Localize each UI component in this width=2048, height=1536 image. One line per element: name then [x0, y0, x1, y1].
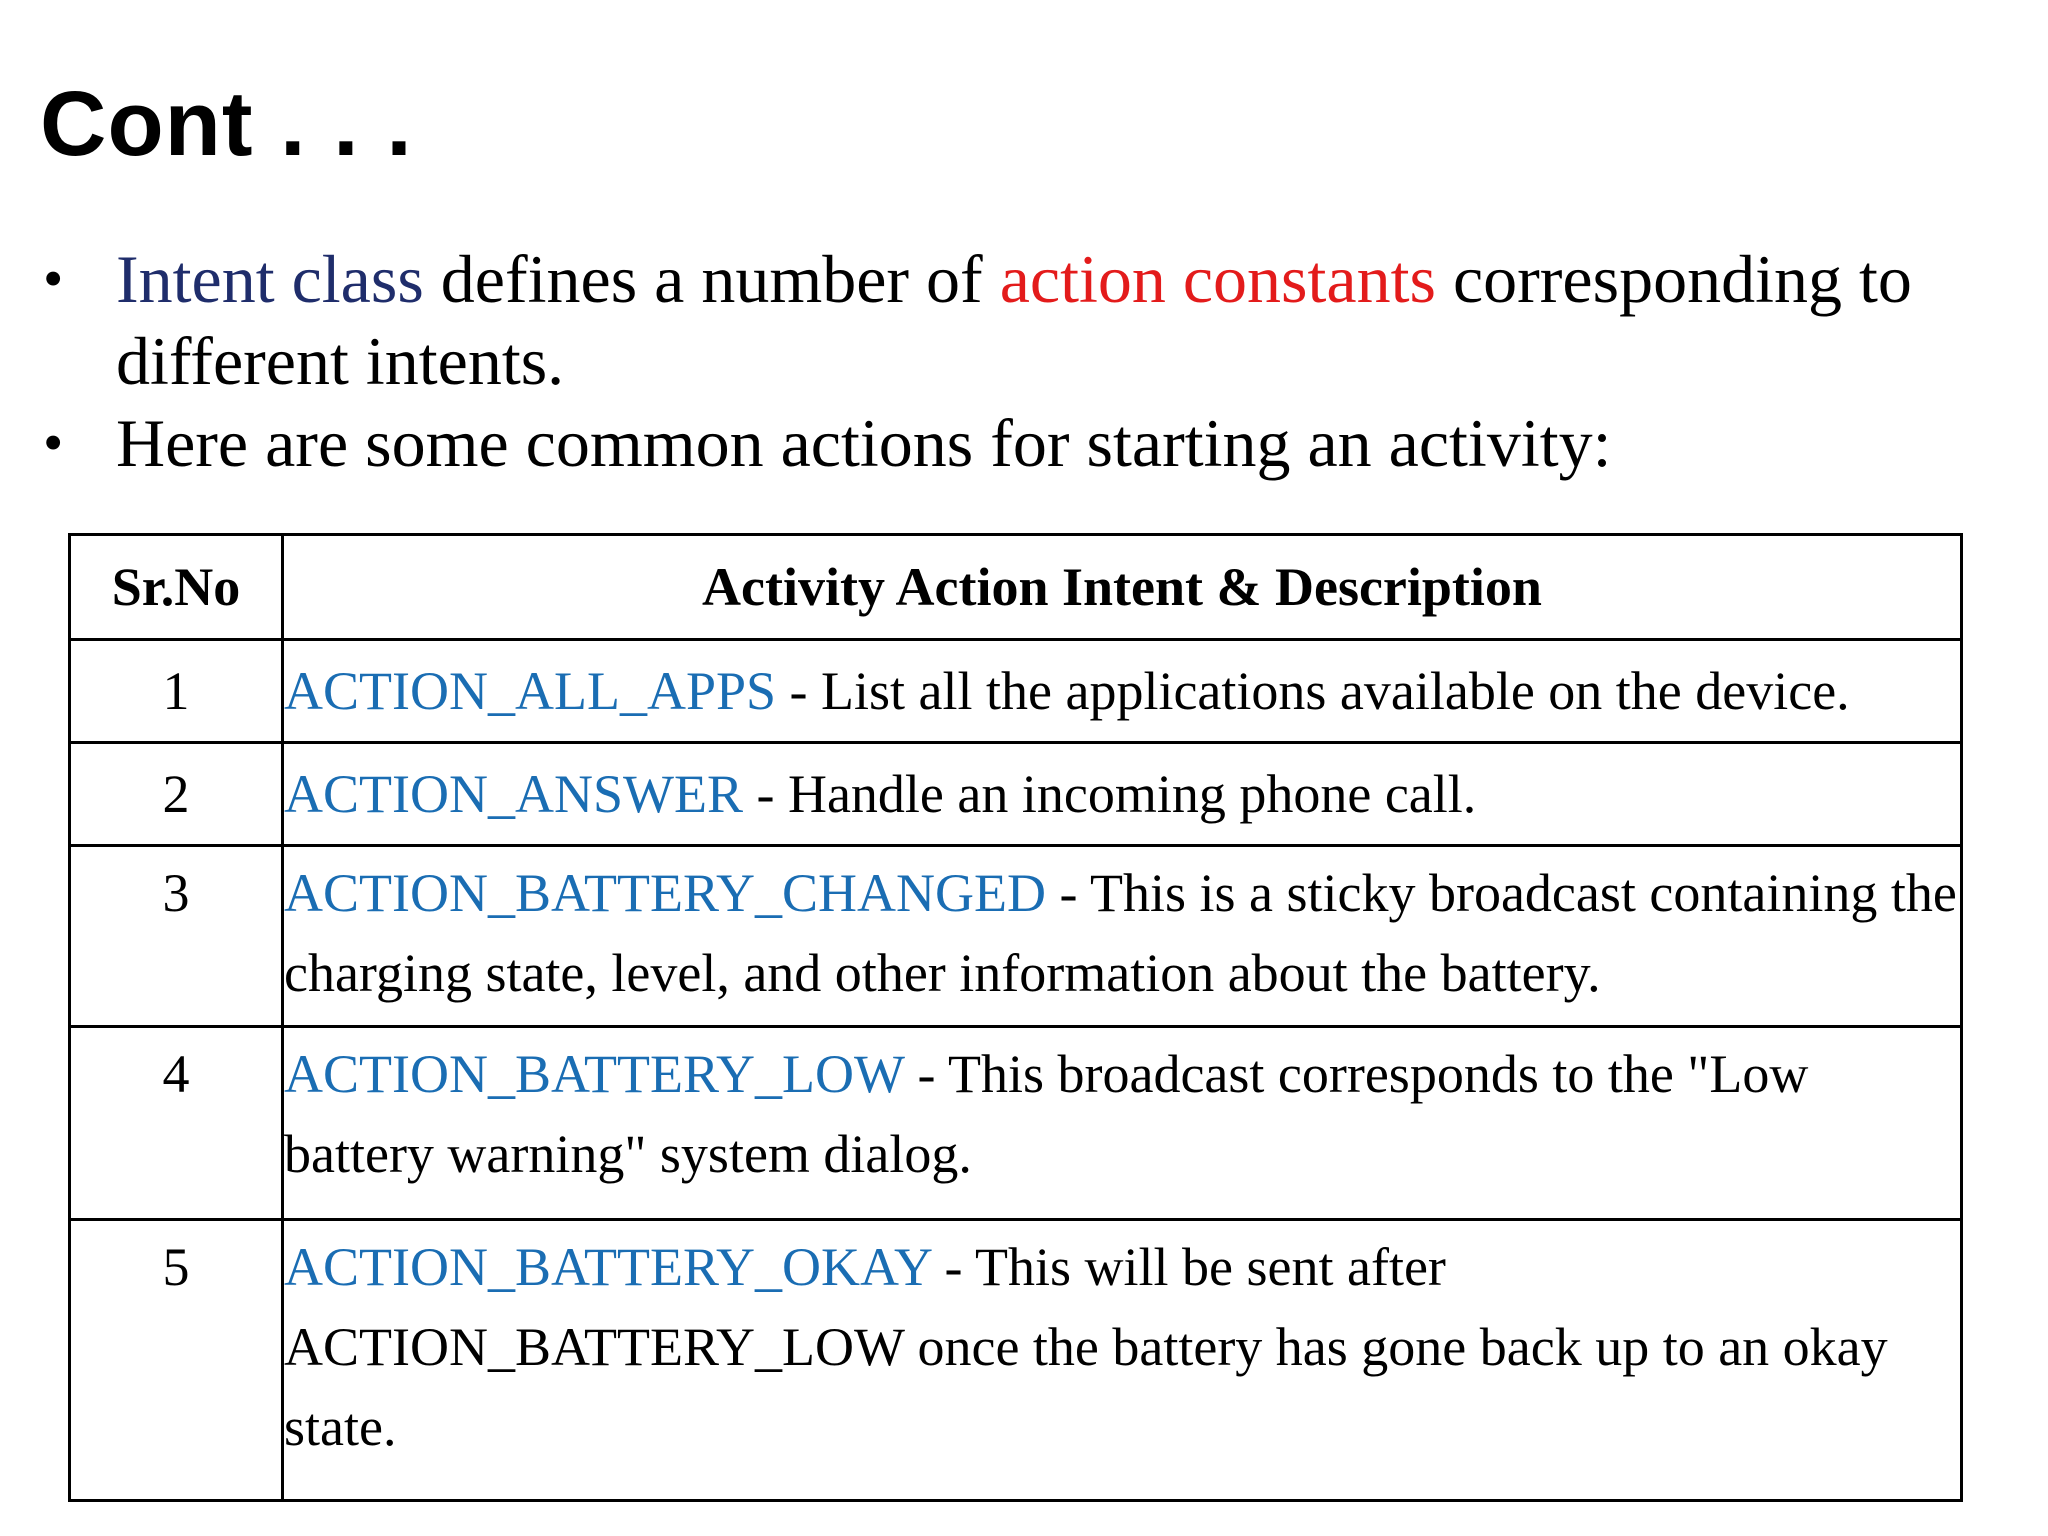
bullet-text: Here are some common actions for starting an activity: — [116, 405, 1612, 481]
header-sr-no: Sr.No — [70, 535, 283, 640]
actions-table — [68, 533, 1963, 1502]
bullet-item — [40, 238, 2020, 402]
intent-class-highlight: Intent class — [116, 241, 424, 317]
row-number: 5 — [70, 1220, 283, 1501]
table-header-row — [70, 535, 1962, 640]
table-row — [70, 640, 1962, 743]
row-description — [283, 1027, 1962, 1220]
bullet-list — [40, 238, 2020, 484]
action-name: ACTION_BATTERY_CHANGED — [284, 863, 1046, 923]
table-row — [70, 1027, 1962, 1220]
table-row — [70, 743, 1962, 846]
action-description: - This is a sticky broadcast containing the charging state, level, and other information about the battery. — [284, 863, 1957, 1003]
table-row — [70, 846, 1962, 1027]
bullet-item — [40, 402, 2020, 484]
row-number: 3 — [70, 846, 283, 1027]
row-description — [283, 846, 1962, 1027]
action-name: ACTION_ALL_APPS — [284, 661, 777, 721]
row-description — [283, 743, 1962, 846]
action-description: - This broadcast corresponds to the "Low battery warning" system dialog. — [284, 1044, 1809, 1184]
action-name: ACTION_BATTERY_OKAY — [284, 1237, 932, 1297]
action-constants-highlight: action constants — [999, 241, 1436, 317]
action-description: - Handle an incoming phone call. — [742, 764, 1477, 824]
row-number: 2 — [70, 743, 283, 846]
bullet-dot: • — [43, 246, 64, 311]
row-number: 4 — [70, 1027, 283, 1220]
action-name: ACTION_ANSWER — [284, 764, 743, 824]
action-name: ACTION_BATTERY_LOW — [284, 1044, 904, 1104]
row-description — [283, 1220, 1962, 1501]
row-number: 1 — [70, 640, 283, 743]
table-row — [70, 1220, 1962, 1501]
bullet-dot: • — [43, 410, 64, 475]
slide-title: Cont . . . — [40, 73, 413, 175]
bullet-text: corresponding to different intents. — [116, 241, 1912, 399]
bullet-text: defines a number of — [423, 241, 1000, 317]
action-description: - List all the applications available on the device. — [776, 661, 1850, 721]
header-description: Activity Action Intent & Description — [283, 535, 1962, 640]
action-description: - This will be sent after ACTION_BATTERY_LOW once the battery has gone back up to an okay state. — [284, 1237, 1888, 1457]
row-description — [283, 640, 1962, 743]
